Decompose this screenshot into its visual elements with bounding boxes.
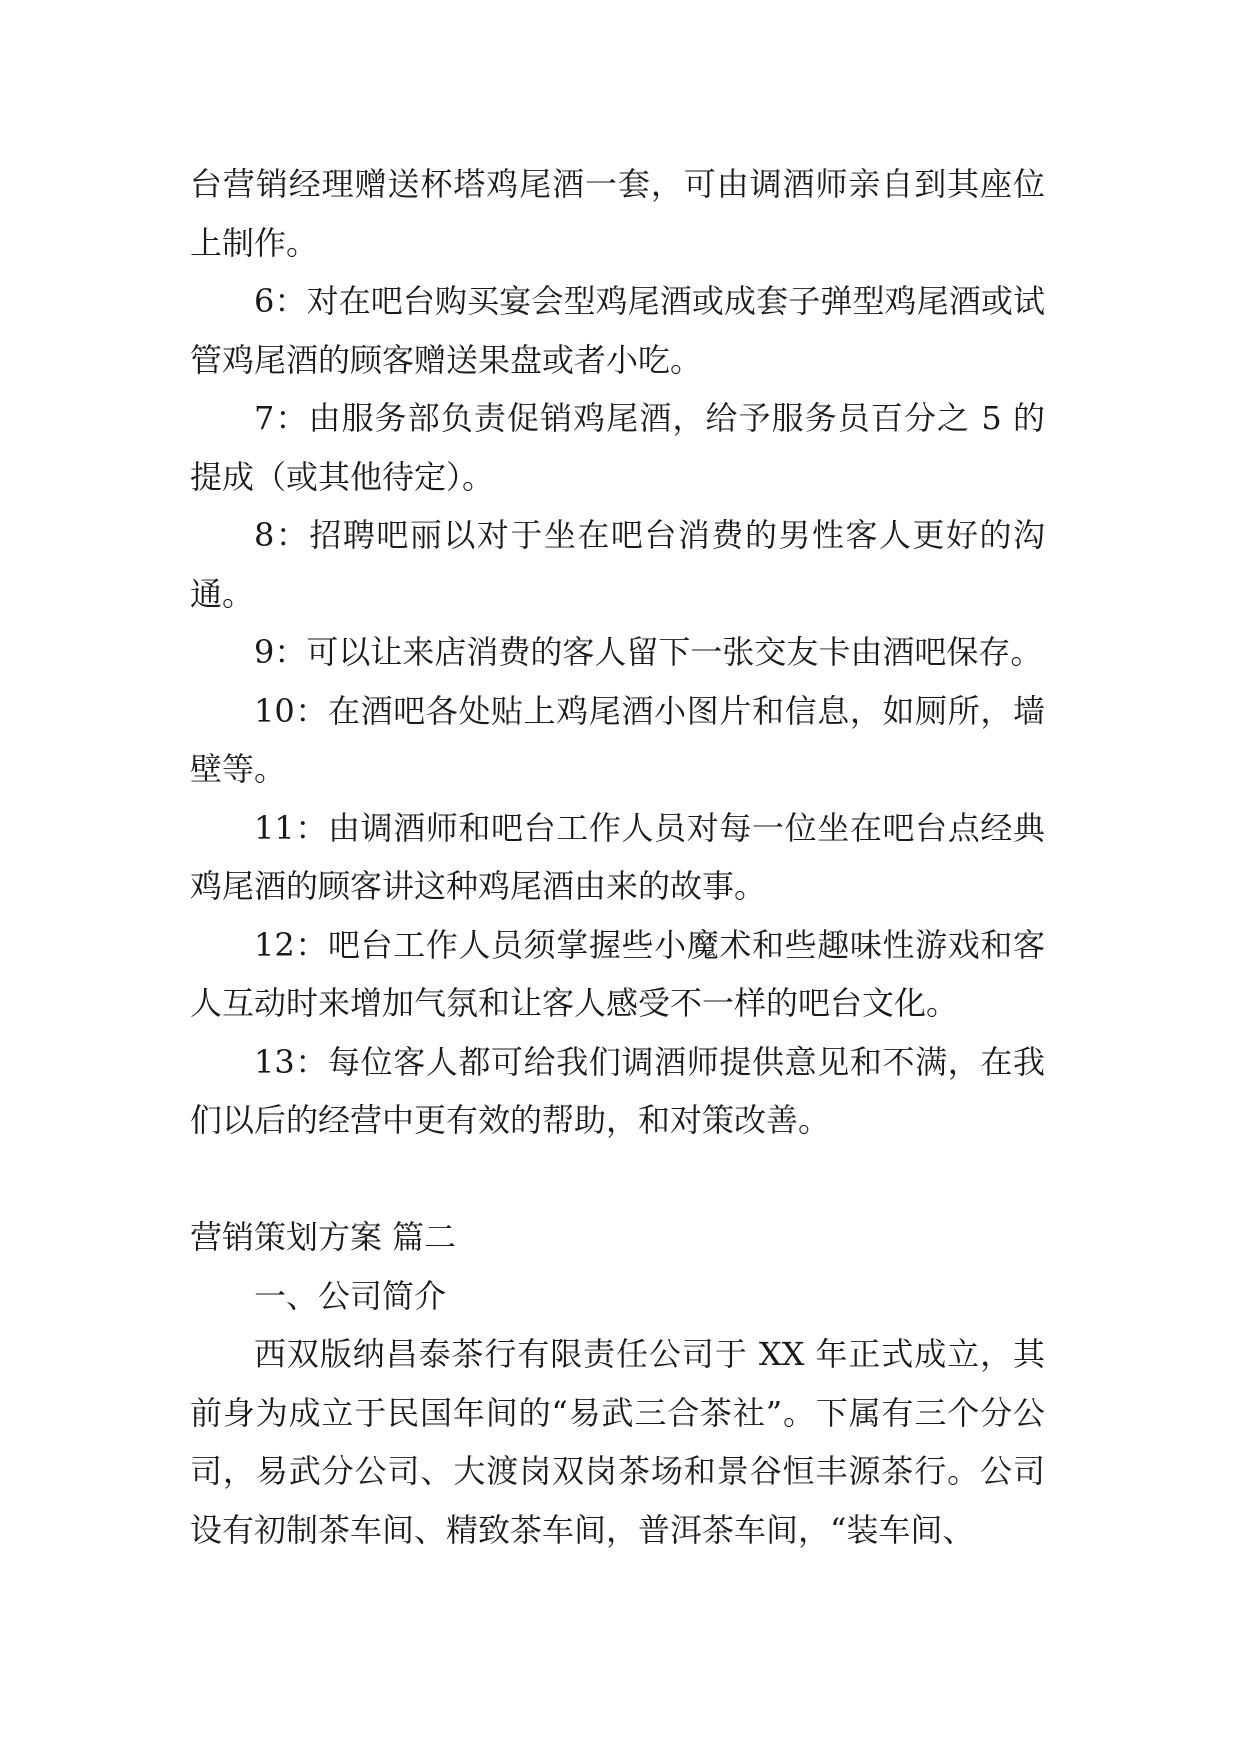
paragraph-item-13: 13：每位客人都可给我们调酒师提供意见和不满，在我们以后的经营中更有效的帮助，和对策改善。 <box>190 1042 1045 1139</box>
paragraph-item-9: 9：可以让来店消费的客人留下一张交友卡由酒吧保存。 <box>254 633 1043 671</box>
paragraph-item-7: 7：由服务部负责促销鸡尾酒，给予服务员百分之 5 的提成（或其他待定）。 <box>190 399 1045 496</box>
paragraph-item-11: 11：由调酒师和吧台工作人员对每一位坐在吧台点经典鸡尾酒的顾客讲这种鸡尾酒由来的故事。 <box>190 808 1045 905</box>
paragraph-continuation: 台营销经理赠送杯塔鸡尾酒一套，可由调酒师亲自到其座位上制作。 <box>190 165 1045 262</box>
paragraph-item-8: 8：招聘吧丽以对于坐在吧台消费的男性客人更好的沟通。 <box>190 516 1045 613</box>
document-body <box>190 155 1045 1559</box>
paragraph-item-10: 10：在酒吧各处贴上鸡尾酒小图片和信息，如厕所，墙壁等。 <box>190 691 1045 788</box>
section-spacer <box>190 1150 1045 1209</box>
section-title: 营销策划方案 篇二 <box>190 1218 457 1256</box>
subheading: 一、公司简介 <box>254 1276 447 1315</box>
paragraph-item-6: 6：对在吧台购买宴会型鸡尾酒或成套子弹型鸡尾酒或试管鸡尾酒的顾客赠送果盘或者小吃。 <box>190 282 1045 379</box>
paragraph-item-12: 12：吧台工作人员须掌握些小魔术和些趣味性游戏和客人互动时来增加气氛和让客人感受不一样的吧台文化。 <box>190 925 1045 1022</box>
intro-paragraph: 西双版纳昌泰茶行有限责任公司于 XX 年正式成立，其前身为成立于民国年间的“易武三合茶社”。下属有三个分公司，易武分公司、大渡岗双岗茶场和景谷恒丰源茶行。公司设有初制茶车间、精致茶车间，普洱茶车间，“装车间、 <box>190 1335 1045 1549</box>
